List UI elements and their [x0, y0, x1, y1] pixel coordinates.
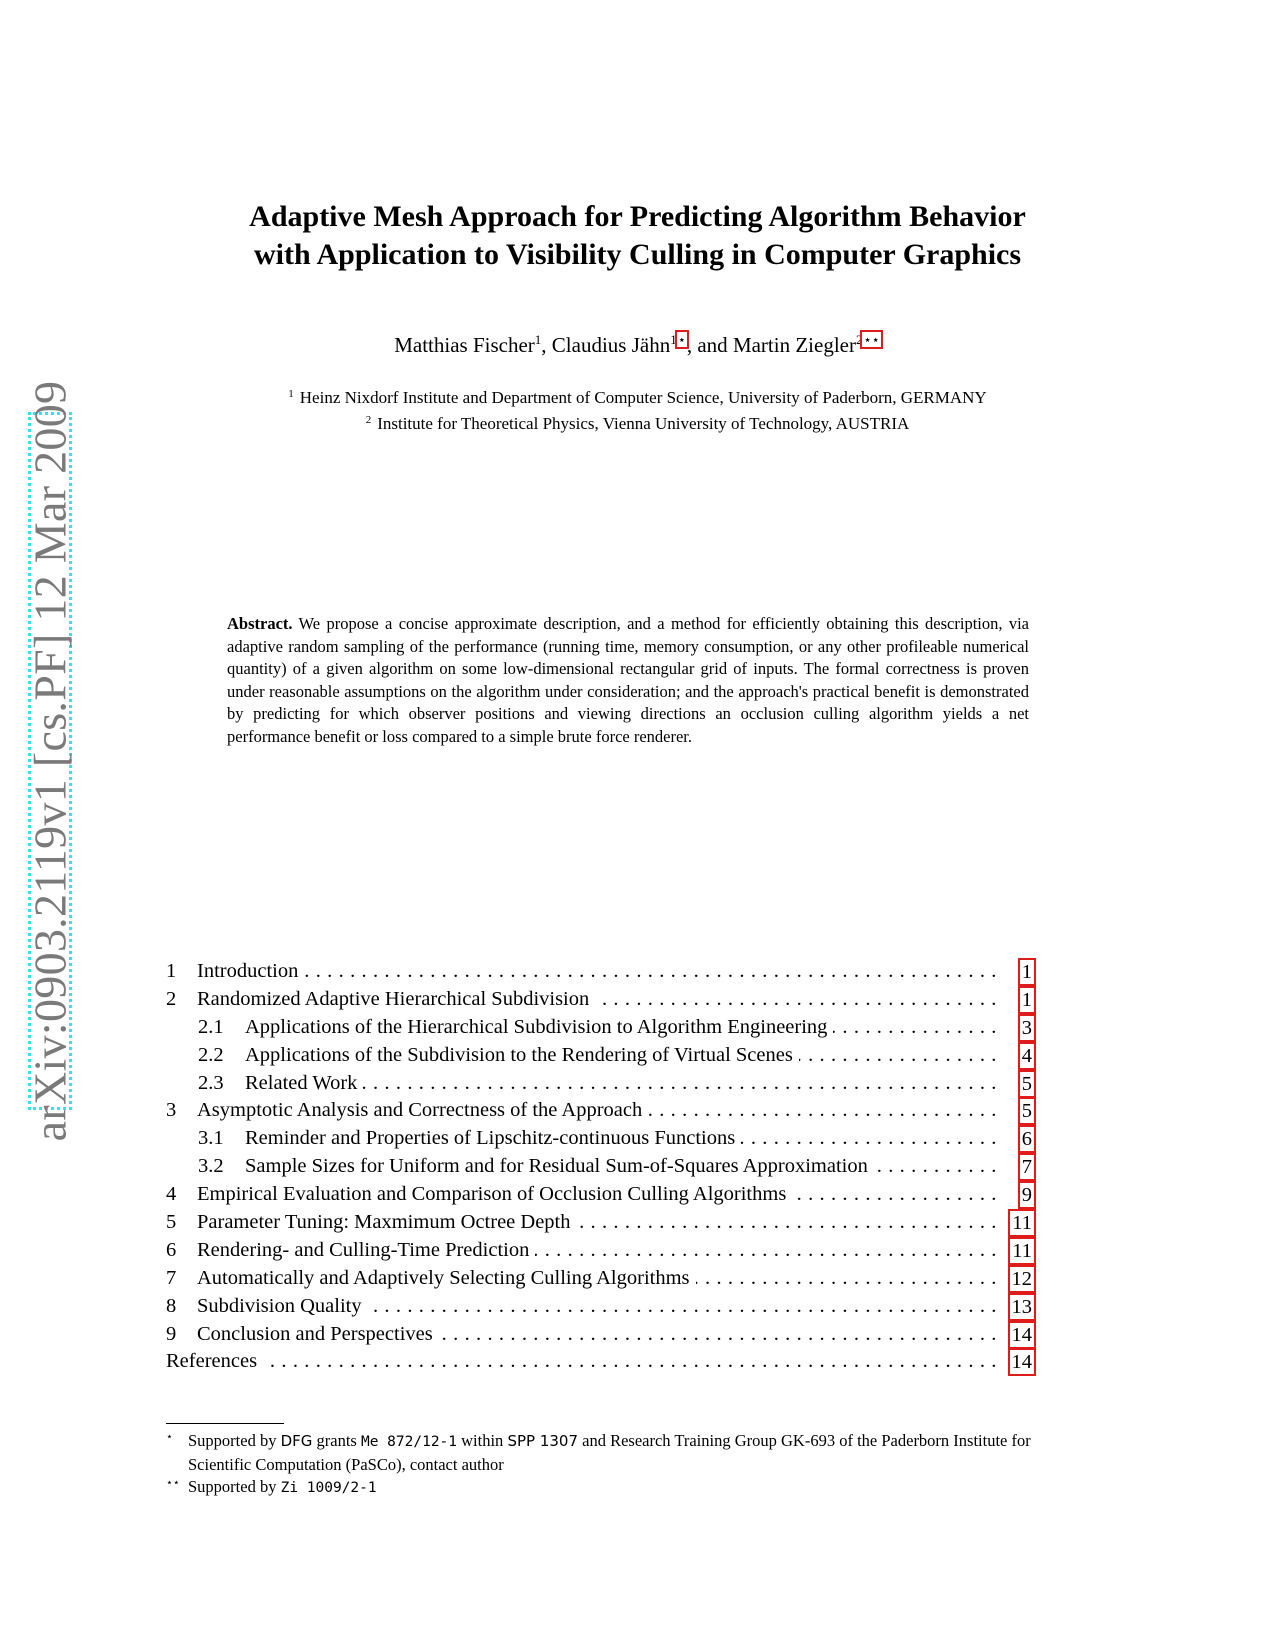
footnote-1-spp: SPP 1307: [507, 1432, 578, 1450]
toc-entry[interactable]: [166, 1153, 1034, 1181]
affiliation-1-num: 1: [288, 388, 294, 400]
toc-entry-title[interactable]: Applications of the Hierarchical Subdivision to Algorithm Engineering: [245, 1016, 833, 1038]
toc-page-link[interactable]: 11: [1012, 1239, 1032, 1262]
toc-entry[interactable]: [166, 1125, 1034, 1153]
affiliation-2-text: Institute for Theoretical Physics, Vienna University of Technology, AUSTRIA: [377, 414, 910, 433]
paper-title: [0, 198, 1275, 274]
footnote-1-text: grants: [312, 1431, 361, 1450]
author-fischer-affil: 1: [534, 332, 542, 347]
toc-page-link[interactable]: 14: [1011, 1351, 1032, 1374]
toc-entry-title[interactable]: Sample Sizes for Uniform and for Residual Sum-of-Squares Approximation: [245, 1155, 874, 1177]
arxiv-identifier-stamp: [24, 380, 76, 1142]
footnote-1-text: Supported by: [188, 1431, 281, 1450]
table-of-contents: [166, 958, 1034, 1376]
abstract-text: We propose a concise approximate description, and a method for efficiently obtaining this description, via adaptive random sampling of the performance (running time, memory consumption, or any other profileable numerical quantity) of a given algorithm on some low-dimensional rectangular grid of inputs. The formal correctness is proven under reasonable assumptions on the algorithm under consideration; and the approach's practical benefit is demonstrated by predicting for which observer positions and viewing directions an occlusion culling algorithm yields a net performance benefit or loss compared to a simple brute force renderer.: [227, 614, 1029, 746]
author-separator: ,: [541, 333, 552, 357]
toc-entry-title[interactable]: Conclusion and Perspectives: [197, 1323, 439, 1345]
affiliations: [0, 383, 1275, 435]
toc-entry[interactable]: [166, 1209, 1034, 1237]
toc-entry-number: 3.2: [198, 1155, 224, 1178]
footnote-2-mark: ⋆⋆: [166, 1477, 180, 1489]
toc-entry-number: 6: [166, 1238, 177, 1261]
toc-entry-number: 2.1: [198, 1015, 224, 1038]
toc-entry-title[interactable]: Introduction: [197, 960, 304, 982]
toc-entry-number: 2: [166, 987, 177, 1010]
toc-entry-title[interactable]: Related Work: [245, 1072, 363, 1094]
toc-entry-title[interactable]: Rendering- and Culling-Time Prediction: [197, 1239, 535, 1261]
toc-page-link[interactable]: 9: [1021, 1184, 1032, 1207]
footnote-link-double-star[interactable]: ⋆⋆: [863, 332, 880, 347]
affiliation-2-num: 2: [365, 414, 372, 426]
affiliation-1: [0, 383, 1275, 409]
toc-entry-title[interactable]: Subdivision Quality: [197, 1295, 368, 1317]
toc-page-link[interactable]: 1: [1021, 961, 1032, 983]
toc-entry[interactable]: [166, 1237, 1034, 1265]
footnote-2: [166, 1476, 1046, 1500]
author-jahn-affil: 1: [670, 332, 677, 347]
title-line-2: with Application to Visibility Culling in Computer Graphics: [253, 238, 1022, 271]
arxiv-id-text: arXiv:0903.2119v1 [cs.PF] 12 Mar 2009: [24, 380, 76, 1142]
footnote-2-text: Supported by: [188, 1477, 281, 1496]
author-fischer: Matthias Fischer: [394, 333, 535, 357]
toc-entry[interactable]: [166, 1181, 1034, 1209]
toc-entry[interactable]: [166, 1097, 1034, 1125]
toc-entry[interactable]: [166, 1070, 1034, 1098]
toc-entry-number: 3: [166, 1099, 177, 1122]
toc-entry-number: 7: [166, 1266, 177, 1289]
toc-leader-dots: [197, 958, 997, 986]
toc-entry-number: 9: [166, 1322, 177, 1345]
title-line-1: Adaptive Mesh Approach for Predicting Algorithm Behavior: [249, 200, 1026, 233]
footnote-1-text: within: [457, 1431, 508, 1450]
toc-page-link[interactable]: 1: [1021, 988, 1032, 1011]
toc-entry-number: 2.2: [198, 1043, 224, 1066]
abstract: [227, 613, 1029, 749]
toc-page-link[interactable]: 6: [1021, 1128, 1032, 1151]
author-ziegler: Martin Ziegler: [732, 333, 856, 357]
toc-page-link[interactable]: 14: [1011, 1323, 1032, 1346]
toc-entry-title[interactable]: Applications of the Subdivision to the Rendering of Virtual Scenes: [245, 1044, 799, 1066]
toc-entry[interactable]: [166, 1321, 1034, 1349]
footnote-1-grant: Me 872/12-1: [360, 1434, 458, 1450]
affiliation-2: [0, 409, 1275, 435]
toc-entry[interactable]: [166, 1293, 1034, 1321]
abstract-label: Abstract.: [227, 614, 293, 633]
toc-page-link[interactable]: 7: [1021, 1156, 1032, 1179]
toc-leader-dots: [166, 1348, 997, 1376]
toc-entry-number: 5: [166, 1211, 177, 1234]
author-jahn: Claudius Jähn: [551, 333, 671, 357]
footnote-1-mark: ⋆: [166, 1431, 173, 1443]
toc-entry-number: 8: [166, 1294, 177, 1317]
toc-entry-number: 3.1: [198, 1127, 224, 1150]
toc-page-link[interactable]: 11: [1012, 1212, 1032, 1235]
footnote-1-text: and Research Training Group GK-693 of the Paderborn Institute for Scientific Computation (PaSCo), contact author: [188, 1431, 1031, 1474]
toc-page-link[interactable]: 5: [1021, 1100, 1032, 1123]
toc-entry-title[interactable]: Randomized Adaptive Hierarchical Subdivision: [197, 988, 595, 1010]
toc-entry-title[interactable]: Empirical Evaluation and Comparison of Occlusion Culling Algorithms: [197, 1183, 792, 1205]
toc-entry-title[interactable]: Parameter Tuning: Maxmimum Octree Depth: [197, 1211, 577, 1233]
footnote-2-grant: Zi 1009/2-1: [280, 1480, 377, 1496]
author-list: [0, 332, 1275, 358]
toc-entry[interactable]: [166, 1014, 1034, 1042]
footnote-rule: [166, 1423, 284, 1424]
footnote-1-dfg: DFG: [280, 1432, 313, 1450]
affiliation-1-text: Heinz Nixdorf Institute and Department of Computer Science, University of Paderborn, GERMANY: [299, 388, 987, 407]
footnotes: [166, 1430, 1046, 1500]
toc-entry-title[interactable]: Reminder and Properties of Lipschitz-continuous Functions: [245, 1127, 741, 1149]
toc-entry[interactable]: [166, 1265, 1034, 1293]
footnote-1: [166, 1430, 1046, 1476]
toc-entry-number: 2.3: [198, 1071, 224, 1094]
toc-entry-title[interactable]: References: [166, 1350, 263, 1372]
toc-entry-number: 1: [166, 960, 177, 982]
author-ziegler-affil: 2: [855, 332, 863, 347]
toc-entry-number: 4: [166, 1183, 177, 1206]
toc-entry[interactable]: [166, 986, 1034, 1014]
toc-page-link[interactable]: 4: [1021, 1044, 1032, 1067]
toc-entry[interactable]: [166, 1042, 1034, 1070]
footnote-link-star[interactable]: ⋆: [677, 332, 686, 347]
toc-page-link[interactable]: 12: [1011, 1267, 1032, 1290]
toc-entry[interactable]: [166, 958, 1034, 986]
toc-entry-title[interactable]: Asymptotic Analysis and Correctness of the Approach: [197, 1099, 648, 1121]
toc-entry-title[interactable]: Automatically and Adaptively Selecting Culling Algorithms: [197, 1267, 696, 1289]
toc-page-link[interactable]: 13: [1011, 1295, 1032, 1318]
toc-page-link[interactable]: 3: [1021, 1016, 1032, 1039]
toc-entry[interactable]: [166, 1348, 1034, 1376]
toc-page-link[interactable]: 5: [1021, 1072, 1032, 1095]
author-separator: , and: [686, 333, 733, 357]
